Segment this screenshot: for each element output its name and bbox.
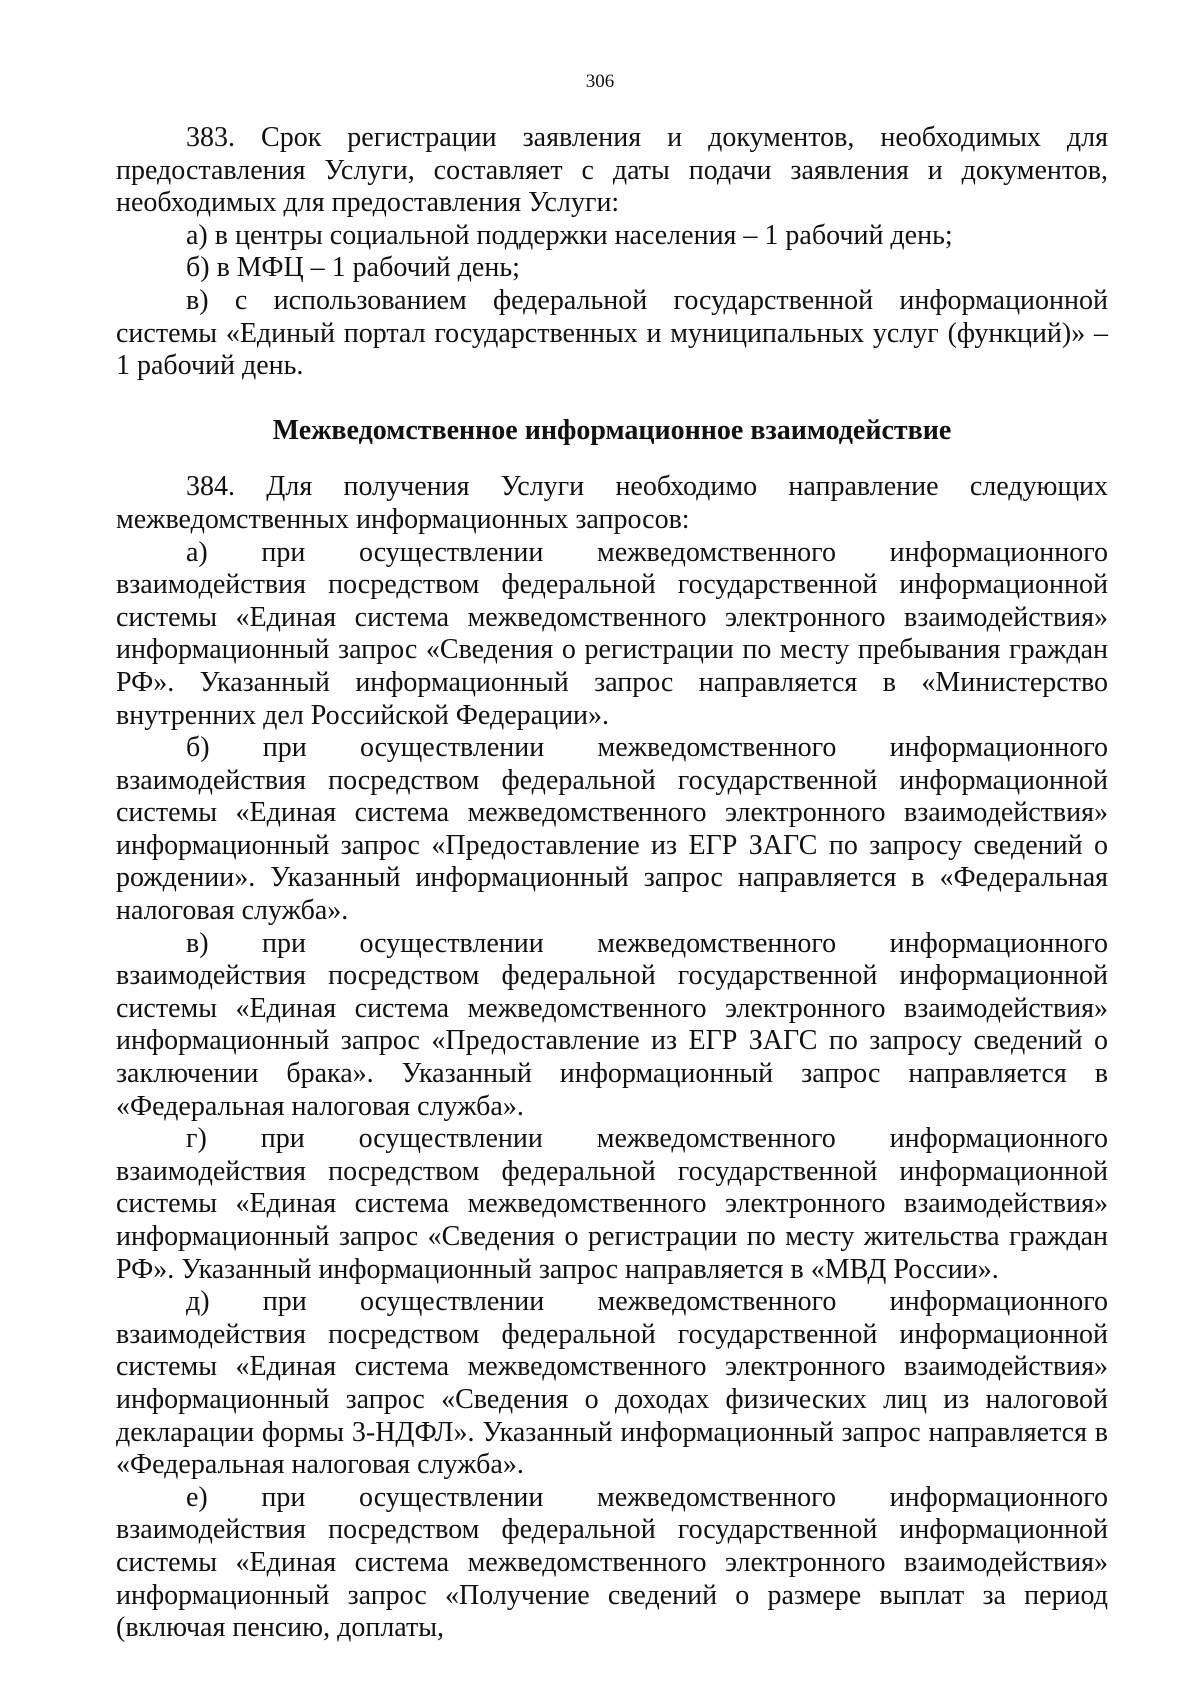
paragraph-383-item-v: в) с использованием федеральной государственной информационной системы «Единый портал государственных и муниципальных услуг (функций)» – 1 рабочий день. — [116, 284, 1108, 382]
paragraph-383-intro: 383. Срок регистрации заявления и документов, необходимых для предоставления Услуги, составляет с даты подачи заявления и документов, необходимых для предоставления Услуги: — [116, 122, 1108, 219]
page-number: 306 — [585, 71, 615, 92]
paragraph-384-item-g: г) при осуществлении межведомственного информационного взаимодействия посредством федеральной государственной информационной системы «Единая система межведомственного электронного взаимодействия» информационный запрос «Сведения о регистрации по месту жительства граждан РФ». Указанный информационный запрос направляется в «МВД России». — [116, 1123, 1108, 1285]
section-heading: Межведомственное информационное взаимодействие — [272, 414, 952, 446]
paragraph-384-item-d: д) при осуществлении межведомственного информационного взаимодействия посредством федеральной государственной информационной системы «Единая система межведомственного электронного взаимодействия» информационный запрос «Сведения о доходах физических лиц из налоговой декларации формы 3-НДФЛ». Указанный информационный запрос направляется в «Федеральная налоговая служба». — [116, 1286, 1108, 1481]
paragraph-384-item-b: б) при осуществлении межведомственного информационного взаимодействия посредством федеральной государственной информационной системы «Единая система межведомственного электронного взаимодействия» информационный запрос «Предоставление из ЕГР ЗАГС по запросу сведений о рождении». Указанный информационный запрос направляется в «Федеральная налоговая служба». — [116, 732, 1108, 927]
paragraph-384-item-e: е) при осуществлении межведомственного информационного взаимодействия посредством федеральной государственной информационной системы «Единая система межведомственного электронного взаимодействия» информационный запрос «Получение сведений о размере выплат за период (включая пенсию, доплаты, — [116, 1481, 1108, 1644]
paragraph-384-item-v: в) при осуществлении межведомственного информационного взаимодействия посредством федеральной государственной информационной системы «Единая система межведомственного электронного взаимодействия» информационный запрос «Предоставление из ЕГР ЗАГС по запросу сведений о заключении брака». Указанный информационный запрос направляется в «Федеральная налоговая служба». — [116, 927, 1108, 1122]
paragraph-383-item-a: а) в центры социальной поддержки населения – 1 рабочий день; — [186, 219, 953, 251]
document-body — [116, 122, 1108, 1645]
paragraph-383-item-b: б) в МФЦ – 1 рабочий день; — [186, 252, 520, 284]
paragraph-384-intro: 384. Для получения Услуги необходимо направление следующих межведомственных информационных запросов: — [116, 471, 1108, 535]
paragraph-384-item-a: а) при осуществлении межведомственного информационного взаимодействия посредством федеральной государственной информационной системы «Единая система межведомственного электронного взаимодействия» информационный запрос «Сведения о регистрации по месту пребывания граждан РФ». Указанный информационный запрос направляется в «Министерство внутренних дел Российской Федерации». — [116, 536, 1108, 731]
